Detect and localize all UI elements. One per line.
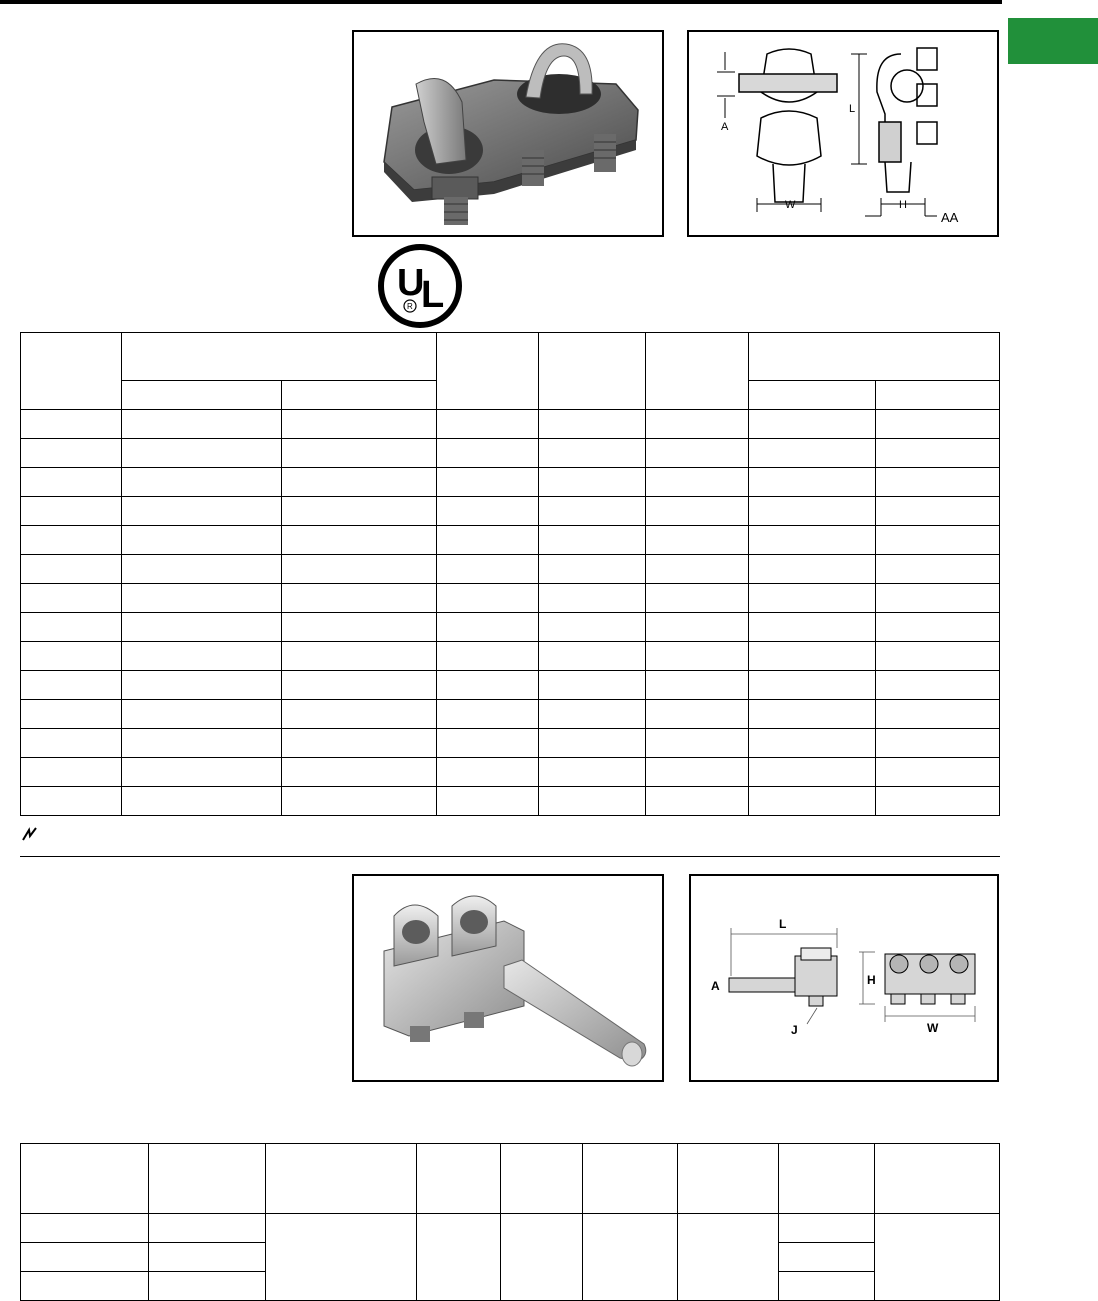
table-subheader-cell [282, 381, 437, 410]
table-row [21, 410, 1000, 439]
table-row [21, 729, 1000, 758]
table-subheader-cell [876, 381, 1000, 410]
connector-photo-frame [352, 874, 664, 1082]
section-tab [1008, 18, 1098, 64]
clamp-diagram [689, 32, 997, 235]
table-header-cell [266, 1144, 417, 1214]
ul-listed-logo [375, 243, 465, 329]
diagram-label-j: J [791, 1023, 798, 1037]
table-header-cell [149, 1144, 266, 1214]
table-row [21, 700, 1000, 729]
table-header-cell [646, 333, 749, 410]
table-header-cell [437, 333, 539, 410]
spec-table-bottom [20, 1143, 1000, 1301]
ul-mark-u: U [397, 262, 425, 304]
table-subheader-cell [122, 381, 282, 410]
clamp-photo-frame [352, 30, 664, 237]
diagram-label-w: W [927, 1021, 939, 1035]
connector-photo [354, 876, 662, 1080]
diagram-label-h: H [867, 973, 876, 987]
table-row [21, 1214, 1000, 1243]
table-row [21, 555, 1000, 584]
diagram-label-aa: AA [941, 210, 959, 225]
table-row [21, 439, 1000, 468]
table-header-cell [779, 1144, 875, 1214]
table-row [21, 671, 1000, 700]
ul-mark-l: L [421, 274, 445, 316]
diagram-label-w: W [785, 199, 796, 211]
table-header-cell [417, 1144, 501, 1214]
table-header-cell [875, 1144, 1000, 1214]
table-row [21, 642, 1000, 671]
table-row [21, 526, 1000, 555]
connector-diagram-frame [689, 874, 999, 1082]
table-header-cell [539, 333, 646, 410]
table-header-cell [21, 333, 122, 410]
table-row [21, 758, 1000, 787]
diagram-label-l: L [849, 103, 856, 115]
table-row [21, 584, 1000, 613]
diagram-label-a: A [721, 121, 729, 133]
table-row [21, 787, 1000, 816]
table-header-cell [678, 1144, 779, 1214]
table-header-cell [749, 333, 1000, 381]
table-row [21, 497, 1000, 526]
table-header-cell [501, 1144, 583, 1214]
table-row [21, 468, 1000, 497]
diagram-label-a: A [711, 979, 720, 993]
ul-mark-registered: R [407, 302, 413, 311]
clamp-diagram-frame [687, 30, 999, 237]
section-divider [20, 856, 1000, 857]
spec-table-top [20, 332, 1000, 816]
clamp-photo [354, 32, 662, 235]
connector-diagram [691, 876, 997, 1080]
diagram-label-l: L [779, 917, 787, 931]
top-rule [0, 0, 1002, 4]
table-row [21, 613, 1000, 642]
lightning-bolt-icon [20, 826, 40, 842]
table-header-cell [583, 1144, 678, 1214]
table-header-cell [122, 333, 437, 381]
diagram-label-h: H [899, 199, 907, 211]
table-header-cell [21, 1144, 149, 1214]
table-subheader-cell [749, 381, 876, 410]
